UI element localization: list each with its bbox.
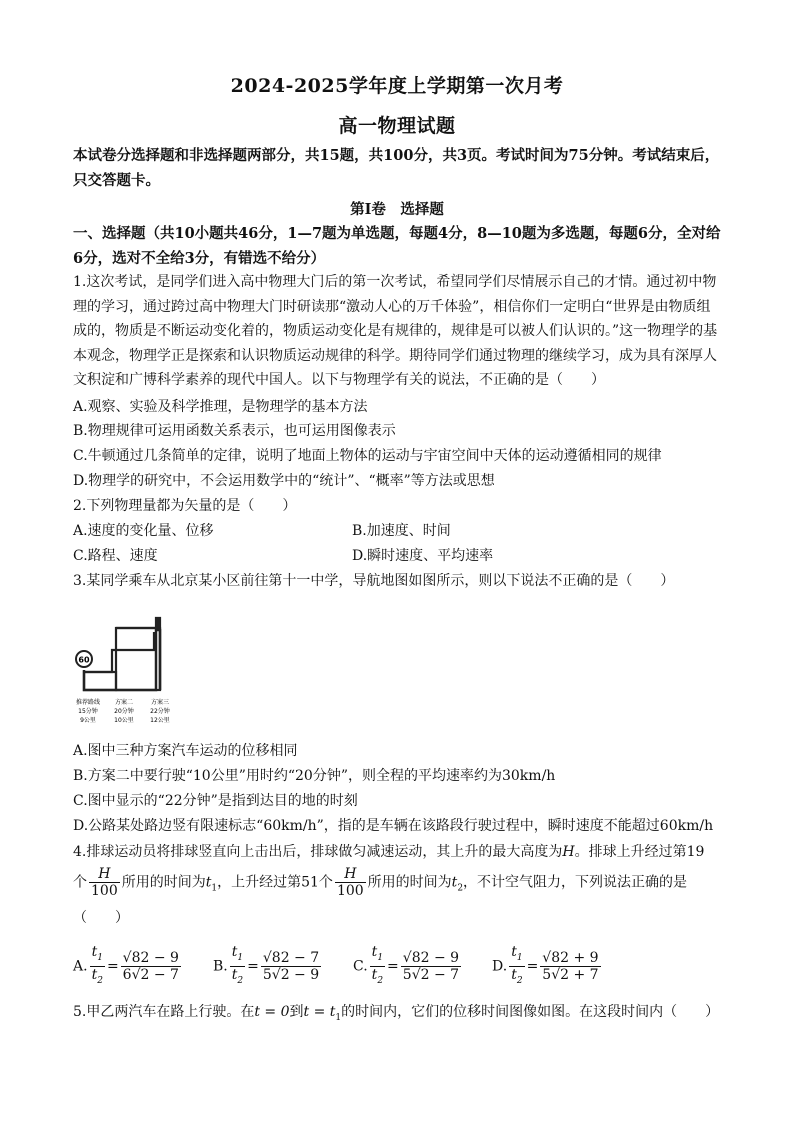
question-3-option-a: A.图中三种方案汽车运动的位移相同	[73, 743, 298, 759]
question-3-stem: 3.某同学乘车从北京某小区前往第十一中学，导航地图如图所示，则以下说法不正确的是（ ）	[73, 573, 675, 589]
route-3-name: 方案三	[150, 699, 170, 706]
question-3-option-c: C.图中显示的“22分钟”是指到达目的地的时刻	[73, 793, 358, 809]
question-2-option-a: A.速度的变化量、位移	[73, 523, 214, 539]
question-4-stem-line-2: 个 $\frac{H}{100}$ 所用的时间为$t_1$，上升经过第51个 $\frac{H}{100}$ 所用的时间为$t_2$，不计空气阻力，下列说法正确的是	[73, 866, 688, 899]
question-2-option-c: C.路程、速度	[73, 548, 158, 564]
question-1-option-d: D.物理学的研究中，不会运用数学中的“统计”、“概率”等方法或思想	[73, 473, 495, 489]
var-h: H	[562, 844, 575, 860]
question-2-stem: 2.下列物理量都为矢量的是（ ）	[73, 498, 297, 514]
section-instructions: 一、选择题（共10小题共46分，1—7题为单选题，每题4分，8—10题为多选题，每题6分，全对给6分，选对不全给3分，有错选不给分）	[73, 225, 721, 267]
question-5-stem: 5.甲乙两汽车在路上行驶。在t = 0到$t = t_1$的时间内，它们的位移时间图像如图。在这段时间内（ ）	[73, 1004, 720, 1023]
question-3-option-b: B.方案二中要行驶“10公里”用时约“20分钟”，则全程的平均速率约为30km/h	[73, 768, 556, 784]
section-title: 第Ⅰ卷 选择题	[350, 201, 444, 218]
exam-title: 2024-2025学年度上学期第一次月考	[230, 75, 564, 97]
question-4-option-b: B. $\frac{t_1}{t_2}$ = $\frac{√82 - 7}{5√2 - 9}$	[213, 944, 320, 986]
question-4-stem-line-1: 4.排球运动员将排球竖直向上击出后，排球做匀减速运动，其上升的最大高度为H。排球上升经过第19	[73, 844, 705, 860]
question-2-option-d: D.瞬时速度、平均速率	[352, 548, 494, 564]
fraction-h-over-100-b: $\frac{H}{100}$	[336, 866, 364, 899]
navigation-map-figure	[72, 610, 184, 730]
question-1-option-c: C.牛顿通过几条简单的定律，说明了地面上物体的运动与宇宙空间中天体的运动遵循相同的规律	[73, 448, 662, 464]
question-4-option-c: C. $\frac{t_1}{t_2}$ = $\frac{√82 - 9}{5√2 - 7}$	[353, 944, 460, 986]
route-1-name: 推荐路线	[75, 699, 101, 706]
question-1-option-b: B.物理规律可运用函数关系表示，也可运用图像表示	[73, 423, 396, 439]
question-1-option-a: A.观察、实验及科学推理，是物理学的基本方法	[73, 399, 368, 415]
question-1-stem: 1.这次考试，是同学们进入高中物理大门后的第一次考试，希望同学们尽情展示自己的才情。通过初中物理的学习，通过跨过高中物理大门时研读那“激动人心的万千体验”，相信你们一定明白“世界是由物质组成的，物质是不断运动变化着的，物质运动变化是有规律的，规律是可以被人们认识的。”这一物理学的基本观念，物理学正是探索和认识物质运动规律的科学。期待同学们通过物理的继续学习，成为具有深厚人文积淀和广博科学素养的现代中国人。以下与物理学有关的说法，不正确的是（ ）	[73, 274, 718, 389]
route-2-time: 20分钟	[114, 708, 134, 715]
question-4-option-a: A. $\frac{t_1}{t_2}$ = $\frac{√82 - 9}{6√2 - 7}$	[73, 944, 179, 986]
fraction-h-over-100: $\frac{H}{100}$	[91, 866, 118, 899]
exam-subtitle: 高一物理试题	[338, 115, 456, 137]
question-4-option-d: D. $\frac{t_1}{t_2}$ = $\frac{√82 + 9}{5√2 + 7}$	[492, 944, 599, 986]
exam-intro: 本试卷分选择题和非选择题两部分，共15题，共100分，共3页。考试时间为75分钟。考试结束后，只交答题卡。	[73, 147, 720, 189]
speed-limit-sign-text: 60	[78, 655, 90, 665]
route-1-time: 15分钟	[78, 708, 98, 715]
route-2-distance: 10公里	[114, 717, 134, 724]
question-3-option-d: D.公路某处路边竖有限速标志“60km/h”，指的是车辆在该路段行驶过程中，瞬时速度不能超过60km/h	[73, 818, 714, 834]
question-4-paren: （ ）	[73, 910, 129, 926]
route-3-distance: 12公里	[150, 717, 170, 724]
route-1-distance: 9公里	[80, 717, 96, 724]
route-3-time: 22分钟	[150, 708, 170, 715]
route-2-name: 方案二	[114, 699, 134, 706]
question-2-option-b: B.加速度、时间	[352, 523, 451, 539]
